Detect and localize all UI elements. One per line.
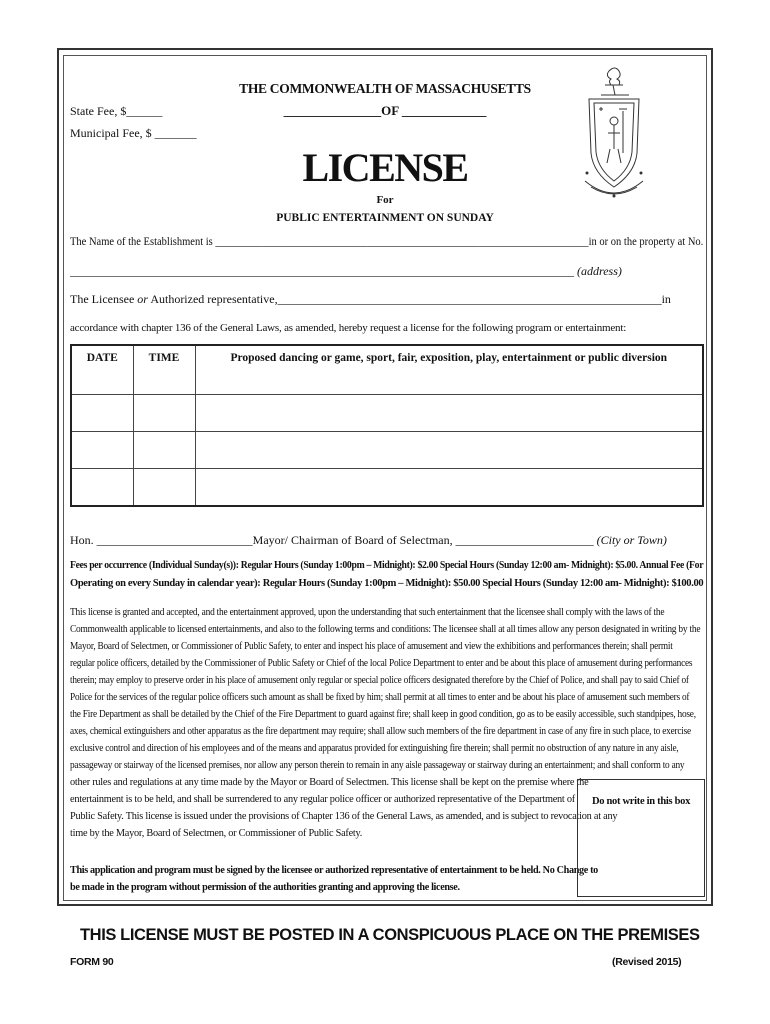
terms-line: the Fire Department as shall be detailed by the Chief of the Fire Department to guard against fire; shall keep in good condition, go as to be easily accessible, such standpipes, hose, [70, 709, 696, 720]
date-cell[interactable] [71, 432, 133, 469]
terms-line: This license is granted and accepted, and the entertainment approved, upon the understanding that such entertainment that the licensee shall comply with the laws of the [70, 607, 665, 618]
table-header-row [71, 345, 703, 395]
licensee-input[interactable]: ________________________________________________________________ [277, 292, 662, 306]
date-cell[interactable] [71, 469, 133, 507]
revised-date: (Revised 2015) [612, 956, 682, 968]
date-header: DATE [71, 345, 133, 395]
terms-line: Police for the services of the regular police officers such amount as shall be fixed by him; shall permit at all times to enter and be about his place of amusement such members of [70, 692, 690, 703]
property-suffix: in or on the property at No. [588, 234, 704, 248]
licensee-in: in [661, 292, 671, 306]
time-cell[interactable] [133, 432, 195, 469]
table-row [71, 469, 703, 507]
fees-line-1: Fees per occurrence (Individual Sunday(s)): Regular Hours (Sunday 1:00pm – Midnight): $2.00 Special Hours (Sunday 12:00 am- Midnight): $5.00. Annual Fee (For [70, 560, 704, 571]
of-line: _______________OF _____________ [283, 103, 487, 118]
license-title: LICENSE [302, 145, 468, 190]
terms-line: axes, chemical extinguishers and other apparatus as the fire department may require; shall allow such members of the fire department in case of any fire in such place, to exercise [70, 726, 691, 737]
licensee-label: The Licensee [70, 292, 135, 306]
terms-line: exclusive control and direction of his employees and of the means and apparatus provided for extinguishing fire therein; shall permit no obstruction of any nature in any aisle, [70, 743, 679, 754]
establishment-label: The Name of the Establishment is [70, 234, 213, 248]
city-input[interactable]: _______________________ [455, 533, 594, 547]
terms-line: regular police officers, detailed by the Commissioner of Public Safety or Chief of the local Police Department to enter and be about this place of amusement during performances [70, 658, 693, 669]
terms-line: time by the Mayor, Board of Selectmen, or Commissioner of Public Safety. [70, 828, 363, 839]
table-row [71, 432, 703, 469]
for-label: For [376, 194, 394, 206]
address-line [70, 264, 622, 279]
program-table [70, 344, 704, 507]
terms-line: Commonwealth applicable to licensed entertainments, and also to the following terms and conditions: The licensee shall at all times allow any person designated in writing by the [70, 624, 701, 635]
program-cell[interactable] [195, 395, 703, 432]
address-input[interactable]: ____________________________________________________________________________________ [70, 264, 574, 278]
terms-paragraph-continued [70, 774, 617, 842]
terms-paragraph [70, 604, 770, 774]
commonwealth-heading: THE COMMONWEALTH OF MASSACHUSETTS [239, 81, 531, 96]
terms-line: Mayor, Board of Selectmen, or Commissioner of Public Safety, to enter and inspect his place of amusement and view the exhibitions and performances therein; shall permit [70, 641, 673, 652]
date-cell[interactable] [71, 395, 133, 432]
terms-line: therein; may employ to preserve order in his place of amusement only regular or special police officers designated therefore by the Chief of Police, and shall pay to said Chief of [70, 675, 689, 686]
state-fee: State Fee, $______ [70, 104, 163, 118]
hon-input[interactable]: __________________________ [96, 533, 253, 547]
accordance-text: accordance with chapter 136 of the General Laws, as amended, hereby request a license for the following program or entertainment: [70, 322, 627, 334]
terms-line: Public Safety. This license is issued under the provisions of Chapter 136 of the General Laws, as amended, and is subject to revocation at any [70, 811, 618, 822]
fees-line-2: Operating on every Sunday in calendar year): Regular Hours (Sunday 1:00pm – Midnight): $50.00 Special Hours (Sunday 12:00 am- Midnight): $100.00 [70, 578, 704, 589]
terms-line: passageway or stairway of the licensed premises, nor allow any person therein to remain in any aisle passageway or stairway during an entertainment; and shall conform to any [70, 760, 685, 771]
office-use-label: Do not write in this box [591, 796, 691, 807]
program-header: Proposed dancing or game, sport, fair, exposition, play, entertainment or public diversion [195, 345, 703, 395]
subtitle: PUBLIC ENTERTAINMENT ON SUNDAY [276, 212, 494, 224]
form-number: FORM 90 [70, 956, 114, 968]
city-label: (City or Town) [596, 533, 667, 547]
hon-label: Hon. [70, 533, 94, 547]
municipal-fee: Municipal Fee, $ _______ [70, 126, 197, 140]
establishment-input[interactable]: _______________________________________________________________________ [215, 234, 589, 248]
establishment-line [70, 234, 703, 249]
program-cell[interactable] [195, 432, 703, 469]
licensee-rest: Authorized representative, [150, 292, 278, 306]
address-label: (address) [577, 264, 622, 278]
time-cell[interactable] [133, 395, 195, 432]
table-row [71, 395, 703, 432]
posted-notice: THIS LICENSE MUST BE POSTED IN A CONSPICUOUS PLACE ON THE PREMISES [80, 926, 700, 944]
time-header: TIME [133, 345, 195, 395]
massachusetts-seal-icon [575, 63, 653, 203]
signature-line [70, 533, 667, 548]
terms-line: other rules and regulations at any time made by the Mayor or Board of Selectmen. This license shall be kept on the premise where the [70, 777, 589, 788]
time-cell[interactable] [133, 469, 195, 507]
licensee-line [70, 292, 671, 307]
signed-notice-2: be made in the program without permission of the authorities granting and approving the license. [70, 882, 460, 893]
program-cell[interactable] [195, 469, 703, 507]
office-use-box [577, 779, 705, 897]
signed-notice-1: This application and program must be signed by the licensee or authorized representative of entertainment to be held. No Change to [70, 865, 598, 876]
mayor-label: Mayor/ Chairman of Board of Selectman, [252, 533, 453, 547]
terms-line: entertainment is to be held, and shall be surrendered to any regular police officer or authorized representative of the Department of [70, 794, 575, 805]
licensee-or: or [137, 292, 148, 306]
